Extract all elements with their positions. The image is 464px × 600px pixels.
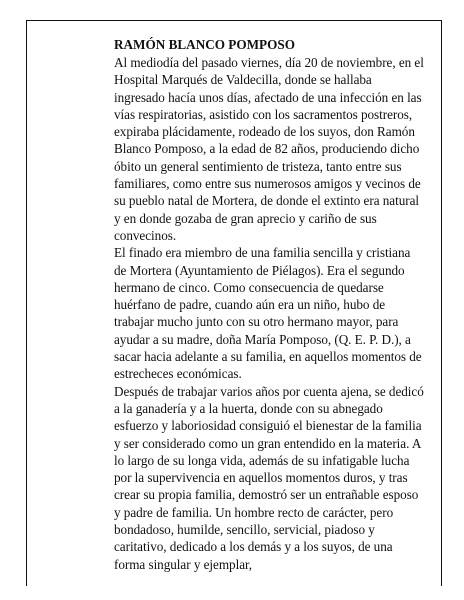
paragraph-1: Al mediodía del pasado viernes, día 20 de noviembre, en el Hospital Marqués de Valdecilla, donde se hallaba ingresado hacía unos días, afectado de una infección en las vías respiratorias, asistido con los sacramentos postreros, expiraba plácidamente, rodeado de los suyos, don Ramón Blanco Pomposo, a la edad de 82 años, produciendo dicho óbito un general sentimiento de tristeza, tanto entre sus familiares, como entre sus numerosos amigos y vecinos de su pueblo natal de Mortera, de donde el extinto era natural y en donde gozaba de gran aprecio y cariño de sus convecinos. xyxy=(114,55,424,243)
paragraph-2: El finado era miembro de una familia sencilla y cristiana de Mortera (Ayuntamiento de Piélagos). Era el segundo hermano de cinco. Como consecuencia de quedarse huérfano de padre, cuando aún era un niño, hubo de trabajar mucho junto con su otro hermano mayor, para ayudar a su madre, doña María Pomposo, (Q. E. P. D.), a sacar hacia adelante a su familia, en aquellos momentos de estrecheces económicas. xyxy=(114,245,422,382)
obituary-article xyxy=(114,36,424,573)
paragraph-3: Después de trabajar varios años por cuenta ajena, se dedicó a la ganadería y a la huerta, donde con su abnegado esfuerzo y laboriosidad consiguió el bienestar de la familia y ser considerado como un gran entendido en la materia. A lo largo de su longa vida, además de su infatigable lucha por la supervivencia en aquellos momentos duros, y tras crear su propia familia, demostró ser un entrañable esposo y padre de familia. Un hombre recto de carácter, pero bondadoso, humilde, sencillo, servicial, piadoso y caritativo, dedicado a los demás y a los suyos, de una forma singular y ejemplar, xyxy=(114,383,424,572)
article-title: RAMÓN BLANCO POMPOSO xyxy=(114,37,295,52)
